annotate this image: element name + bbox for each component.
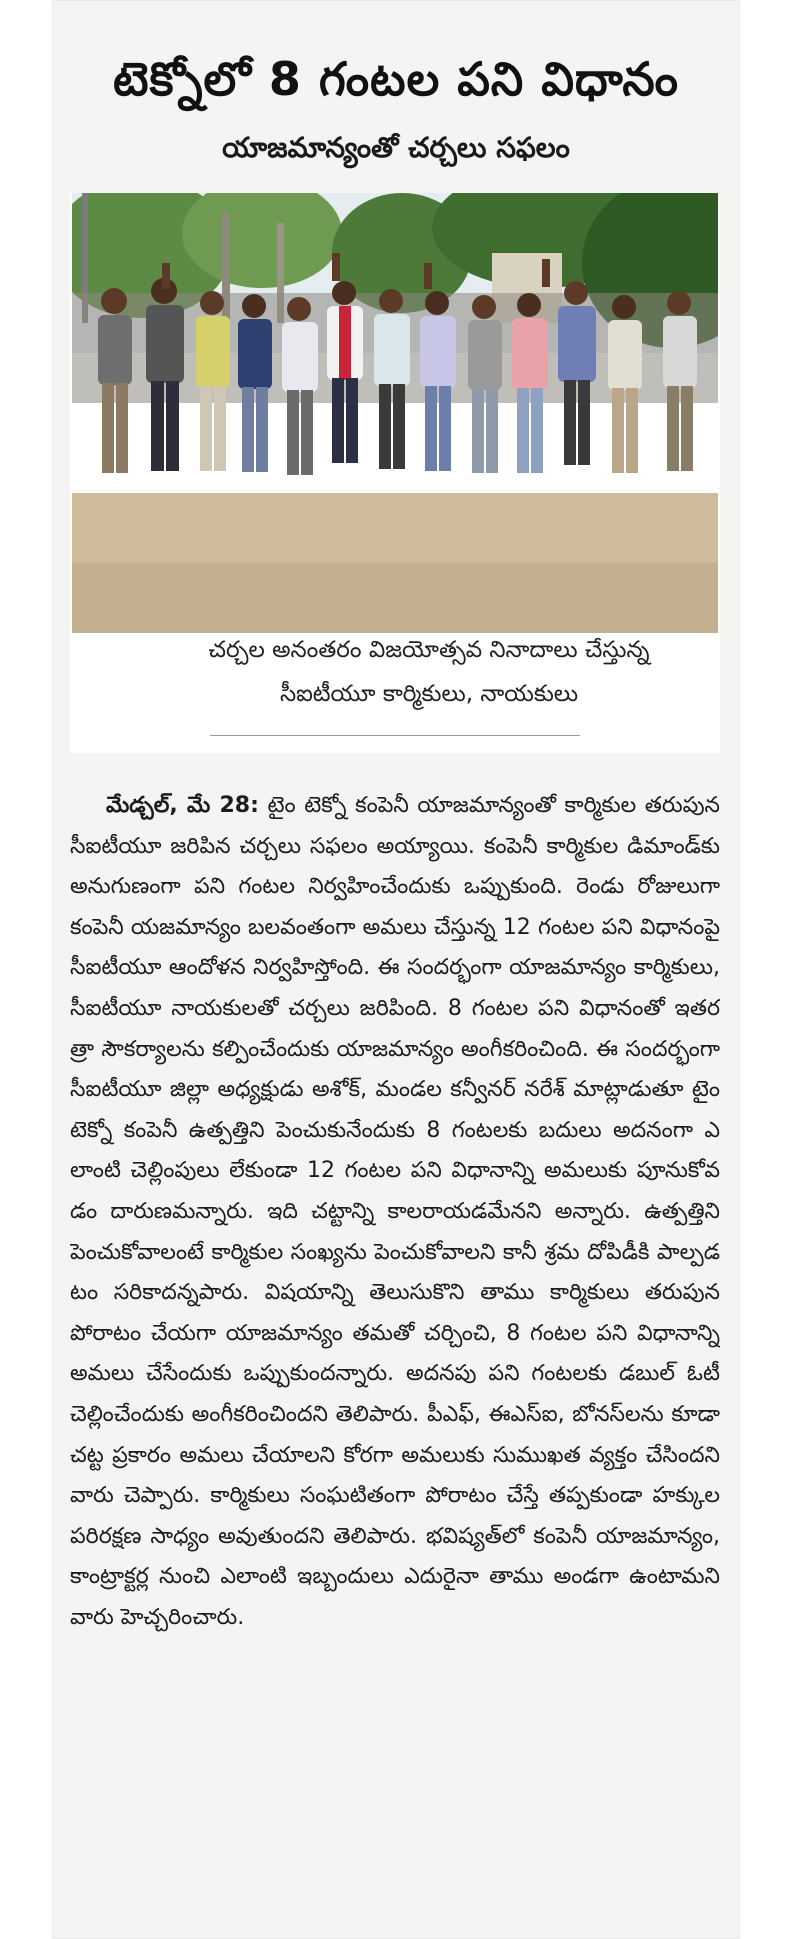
dateline: మేడ్చల్, మే 28:: [106, 793, 259, 818]
subheadline: యాజమాన్యంతో చర్చలు సఫలం: [222, 131, 570, 164]
caption-divider: [210, 735, 580, 736]
news-photo: [72, 193, 718, 633]
article-text: టైం టెక్నో కంపెనీ యాజమాన్యంతో కార్మికుల తరుపున సీఐటీయూ జరిపిన చర్చలు సఫలం అయ్యాయి. కంపెనీ కార్మికుల డిమాండ్‌కు అనుగుణంగా పని గంటల నిర్వహించేందుకు ఒప్పుకుంది. రెండు రోజులుగా కంపెనీ యజమాన్యం బలవంతంగా అమలు చేస్తున్న 12 గంటల పని విధానంపై సీఐటీయూ ఆందోళన నిర్వహిస్తోంది. ఈ సందర్భంగా యాజమాన్యం కార్మికులు, సీఐటీయూ నాయకులతో చర్చలు జరిపింది. 8 గంటల పని విధానంతో ఇతరత్రా సౌకర్యాలను కల్పించేందుకు యాజమాన్యం అంగీకరించింది. ఈ సందర్భంగా సీఐటీయూ జిల్లా అధ్యక్షుడు అశోక్, మండల కన్వీనర్ నరేశ్ మాట్లాడుతూ టైం టెక్నో కంపెనీ ఉత్పత్తిని పెంచుకునేందుకు 8 గంటలకు బదులు అదనంగా ఎలాంటి చెల్లింపులు లేకుండా 12 గంటల పని విధానాన్ని అమలుకు పూనుకోవడం దారుణమన్నారు. ఇది చట్టాన్ని కాలరాయడమేనని అన్నారు. ఉత్పత్తిని పెంచుకోవాలంటే కార్మికుల సంఖ్యను పెంచుకోవాలని కానీ శ్రమ దోపిడీకి పాల్పడటం సరికాదన్నపారు. విషయాన్ని తెలుసుకొని తాము కార్మికులు తరుపున పోరాటం చేయగా యాజమాన్యం తమతో చర్చించి, 8 గంటల పని విధానాన్ని అమలు చేసేందుకు ఒప్పుకుందన్నారు. అదనపు పని గంటలకు డబుల్ ఓటీ చెల్లించేందుకు అంగీకరించిందని తెలిపారు. పీఎఫ్, ఈఎస్ఐ, బోనస్‌లను కూడా చట్ట ప్రకారం అమలు చేయాలని కోరగా అమలుకు సుముఖత వ్యక్తం చేసిందని వారు చెప్పారు. కార్మికులు సంఘటితంగా పోరాటం చేస్తే తప్పకుండా హక్కుల పరిరక్షణ సాధ్యం అవుతుందని తెలిపారు. భవిష్యత్‌లో కంపెనీ యాజమాన్యం, కాంట్రాక్టర్ల నుంచి ఎలాంటి ఇబ్బందులు ఎదురైనా తాము అండగా ఉంటామని వారు హెచ్చరించారు.: [70, 793, 720, 1630]
photo-caption-line-2: సీఐటీయూ కార్మికులు, నాయకులు: [279, 681, 579, 707]
headline: టెక్నోలో 8 గంటల పని విధానం: [113, 52, 679, 106]
photo-caption-line-1: చర్చల అనంతరం విజయోత్సవ నినాదాలు చేస్తున్న: [208, 637, 650, 663]
article-body: [70, 786, 720, 1906]
photo-caption: [70, 628, 788, 716]
